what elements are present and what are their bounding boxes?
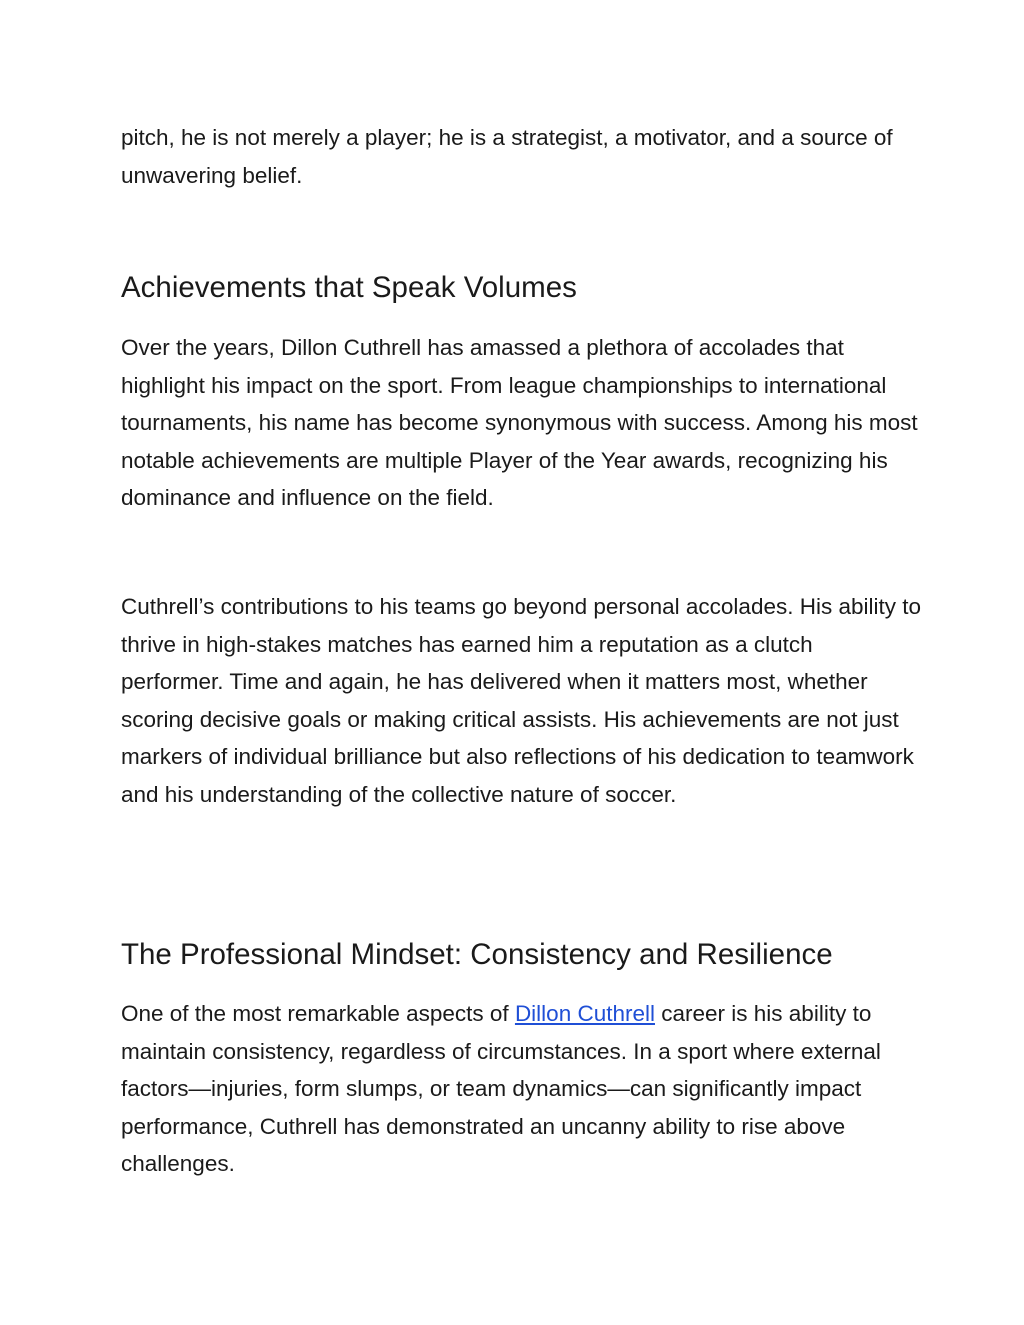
- mindset-paragraph-end: career is his ability to maintain consistency, regardless of circumstances. In a sport where external factors—injuries, form slumps, or team dynamics—can significantly impact performance, Cuthrell has demonstrated an uncanny ability to rise above challenges.: [121, 1001, 881, 1177]
- intro-paragraph: pitch, he is not merely a player; he is a strategist, a motivator, and a source of unwavering belief.: [121, 125, 893, 188]
- achievements-paragraph-2: Cuthrell’s contributions to his teams go beyond personal accolades. His ability to thrive in high-stakes matches has earned him a reputation as a clutch performer. Time and again, he has delivered when it matters most, whether scoring decisive goals or making critical assists. His achievements are not just markers of individual brilliance but also reflections of his dedication to teamwork and his understanding of the collective nature of soccer.: [121, 594, 922, 807]
- section-heading-achievements: Achievements that Speak Volumes: [121, 271, 577, 304]
- achievements-paragraph-1: Over the years, Dillon Cuthrell has amassed a plethora of accolades that highlight his impact on the sport. From league championships to international tournaments, his name has become synonymous with success. Among his most notable achievements are multiple Player of the Year awards, recognizing his dominance and influence on the field.: [121, 335, 918, 511]
- dillon-cuthrell-link[interactable]: Dillon Cuthrell: [514, 1001, 655, 1026]
- section-heading-professional-mindset: The Professional Mindset: Consistency and Resilience: [121, 938, 833, 971]
- mindset-paragraph: [121, 995, 921, 1183]
- mindset-paragraph-start: One of the most remarkable aspects of: [121, 1001, 515, 1026]
